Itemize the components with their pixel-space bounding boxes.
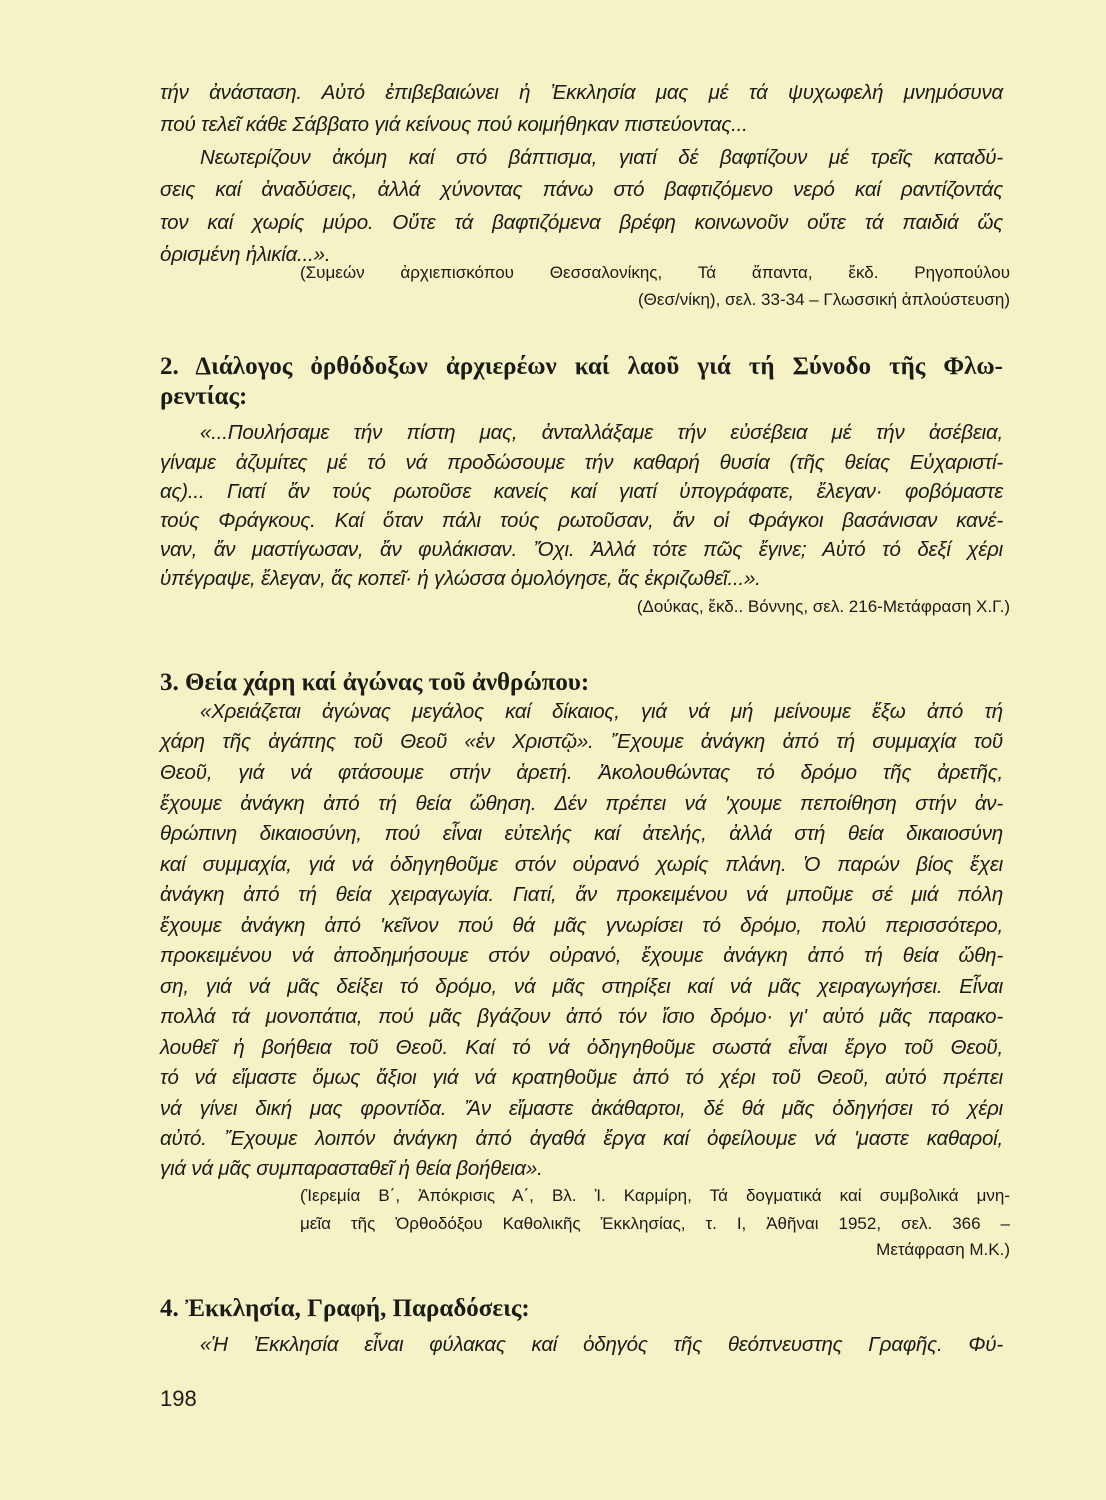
text-line: τούς Φράγκους. Καί ὅταν πάλι τούς ρωτοῦσαν, ἄν οἱ Φράγκοι βασάνισαν κανέ- — [160, 509, 1003, 532]
text-line: ἔχουμε ἀνάγκη ἀπό τή θεία ὤθηση. Δέν πρέπει νά 'χουμε πεποίθηση στήν ἀν- — [160, 792, 1003, 815]
text-line: γιά νά μᾶς συμπαρασταθεῖ ἡ θεία βοήθεια». — [160, 1157, 543, 1180]
text-line: σεις καί ἀναδύσεις, ἀλλά χύνοντας πάνω στό βαφτιζόμενο νερό καί ραντίζοντάς — [160, 178, 1003, 201]
section-heading: 2. Διάλογος ὀρθόδοξων ἀρχιερέων καί λαοῦ γιά τή Σύνοδο τῆς Φλω- — [160, 353, 1003, 380]
text-line: ὁρισμένη ἡλικία...». — [160, 243, 331, 266]
text-line: νά γίνει δική μας φροντίδα. Ἄν εἴμαστε ἀκάθαρτοι, δέ θά μᾶς ὁδηγήσει τό χέρι — [160, 1097, 1003, 1120]
text-line: πολλά τά μονοπάτια, πού μᾶς βγάζουν ἀπό τόν ἴσιο δρόμο· γι' αὐτό μᾶς παρακο- — [160, 1005, 1003, 1028]
page-number: 198 — [160, 1386, 197, 1411]
text-line: «...Πουλήσαμε τήν πίστη μας, ἀνταλλάξαμε τήν εὐσέβεια μέ τήν ἀσέβεια, — [200, 421, 1003, 444]
text-line: ἔχουμε ἀνάγκη ἀπό 'κεῖνον πού θά μᾶς γνωρίσει τό δρόμο, πολύ περισσότερο, — [160, 914, 1003, 937]
text-line: ναν, ἄν μαστίγωσαν, ἄν φυλάκισαν. Ὄχι. Ἀλλά τότε πῶς ἔγινε; Αὐτό τό δεξί χέρι — [160, 538, 1003, 561]
citation-line: Μετάφραση Μ.Κ.) — [876, 1240, 1010, 1259]
text-line: καί συμμαχία, γιά νά ὁδηγηθοῦμε στόν οὐρανό χωρίς πλάνη. Ὁ παρών βίος ἔχει — [160, 853, 1003, 876]
text-line: Θεοῦ, γιά νά φτάσουμε στήν ἀρετή. Ἀκολουθώντας τό δρόμο τῆς ἀρετῆς, — [160, 761, 1003, 784]
citation-line: (Δούκας, ἔκδ.. Βόννης, σελ. 216-Μετάφραση Χ.Γ.) — [636, 597, 1010, 616]
text-line: Νεωτερίζουν ἀκόμη καί στό βάπτισμα, γιατί δέ βαφτίζουν μέ τρεῖς καταδύ- — [200, 146, 1003, 169]
citation-line: μεῖα τῆς Ὀρθοδόξου Καθολικῆς Ἐκκλησίας, τ. Ι, Ἀθῆναι 1952, σελ. 366 – — [300, 1214, 1010, 1233]
text-line: «Χρειάζεται ἀγώνας μεγάλος καί δίκαιος, γιά νά μή μείνουμε ἔξω ἀπό τή — [200, 700, 1003, 723]
text-line: προκειμένου νά ἀποδημήσουμε στόν οὐρανό, ἔχουμε ἀνάγκη ἀπό τή θεία ὤθη- — [160, 944, 1003, 967]
text-line: τό νά εἴμαστε ὅμως ἄξιοι γιά νά κρατηθοῦμε ἀπό τό χέρι τοῦ Θεοῦ, αὐτό πρέπει — [160, 1066, 1003, 1089]
text-line: ση, γιά νά μᾶς δείξει τό δρόμο, νά μᾶς στηρίξει καί νά μᾶς χειραγωγήσει. Εἶναι — [160, 975, 1003, 998]
citation-line: (Θεσ/νίκη), σελ. 33-34 – Γλωσσική ἁπλούστευση) — [638, 290, 1010, 309]
section-heading: ρεντίας: — [160, 383, 248, 410]
section-heading: 4. Ἐκκλησία, Γραφή, Παραδόσεις: — [160, 1295, 530, 1322]
text-line: θρώπινη δικαιοσύνη, πού εἶναι εὐτελής καί ἀτελής, ἀλλά στή θεία δικαιοσύνη — [160, 822, 1003, 845]
text-line: λουθεῖ ἡ βοήθεια τοῦ Θεοῦ. Καί τό νά ὁδηγηθοῦμε σωστά εἶναι ἔργο τοῦ Θεοῦ, — [160, 1036, 1003, 1059]
text-line: ὑπέγραψε, ἔλεγαν, ἄς κοπεῖ· ἡ γλώσσα ὁμολόγησε, ἄς ἐκριζωθεῖ...». — [160, 567, 761, 590]
text-line: ἀνάγκη ἀπό τή θεία χειραγωγία. Γιατί, ἄν προκειμένου νά μποῦμε σέ μιά πόλη — [160, 883, 1003, 906]
text-line: γίναμε ἀζυμίτες μέ τό νά προδώσουμε τήν καθαρή θυσία (τῆς θείας Εὐχαριστί- — [160, 451, 1003, 474]
citation-line: (Ἱερεμία Β΄, Ἀπόκρισις Α΄, Βλ. Ἰ. Καρμίρη, Τά δογματικά καί συμβολικά μνη- — [300, 1186, 1010, 1205]
text-line: χάρη τῆς ἀγάπης τοῦ Θεοῦ «ἐν Χριστῷ». Ἔχουμε ἀνάγκη ἀπό τή συμμαχία τοῦ — [160, 730, 1003, 753]
text-line: τήν ἀνάσταση. Αὐτό ἐπιβεβαιώνει ἡ Ἐκκλησία μας μέ τά ψυχωφελή μνημόσυνα — [160, 81, 1003, 104]
text-line: ας)... Γιατί ἄν τούς ρωτοῦσε κανείς καί γιατί ὑπογράφατε, ἔλεγαν· φοβόμαστε — [160, 480, 1003, 503]
text-line: «Ἡ Ἐκκλησία εἶναι φύλακας καί ὁδηγός τῆς θεόπνευστης Γραφῆς. Φύ- — [200, 1333, 1003, 1356]
text-line: πού τελεῖ κάθε Σάββατο γιά κείνους πού κοιμήθηκαν πιστεύοντας... — [160, 113, 748, 136]
text-line: αὐτό. Ἔχουμε λοιπόν ἀνάγκη ἀπό ἀγαθά ἔργα καί ὀφείλουμε νά 'μαστε καθαροί, — [160, 1127, 1003, 1150]
text-line: τον καί χωρίς μύρο. Οὔτε τά βαφτιζόμενα βρέφη κοινωνοῦν οὔτε τά παιδιά ὥς — [160, 211, 1003, 234]
citation-line: (Συμεών ἀρχιεπισκόπου Θεσσαλονίκης, Τά ἅπαντα, ἔκδ. Ρηγοπούλου — [300, 263, 1010, 282]
section-heading: 3. Θεία χάρη καί ἀγώνας τοῦ ἀνθρώπου: — [160, 669, 590, 696]
